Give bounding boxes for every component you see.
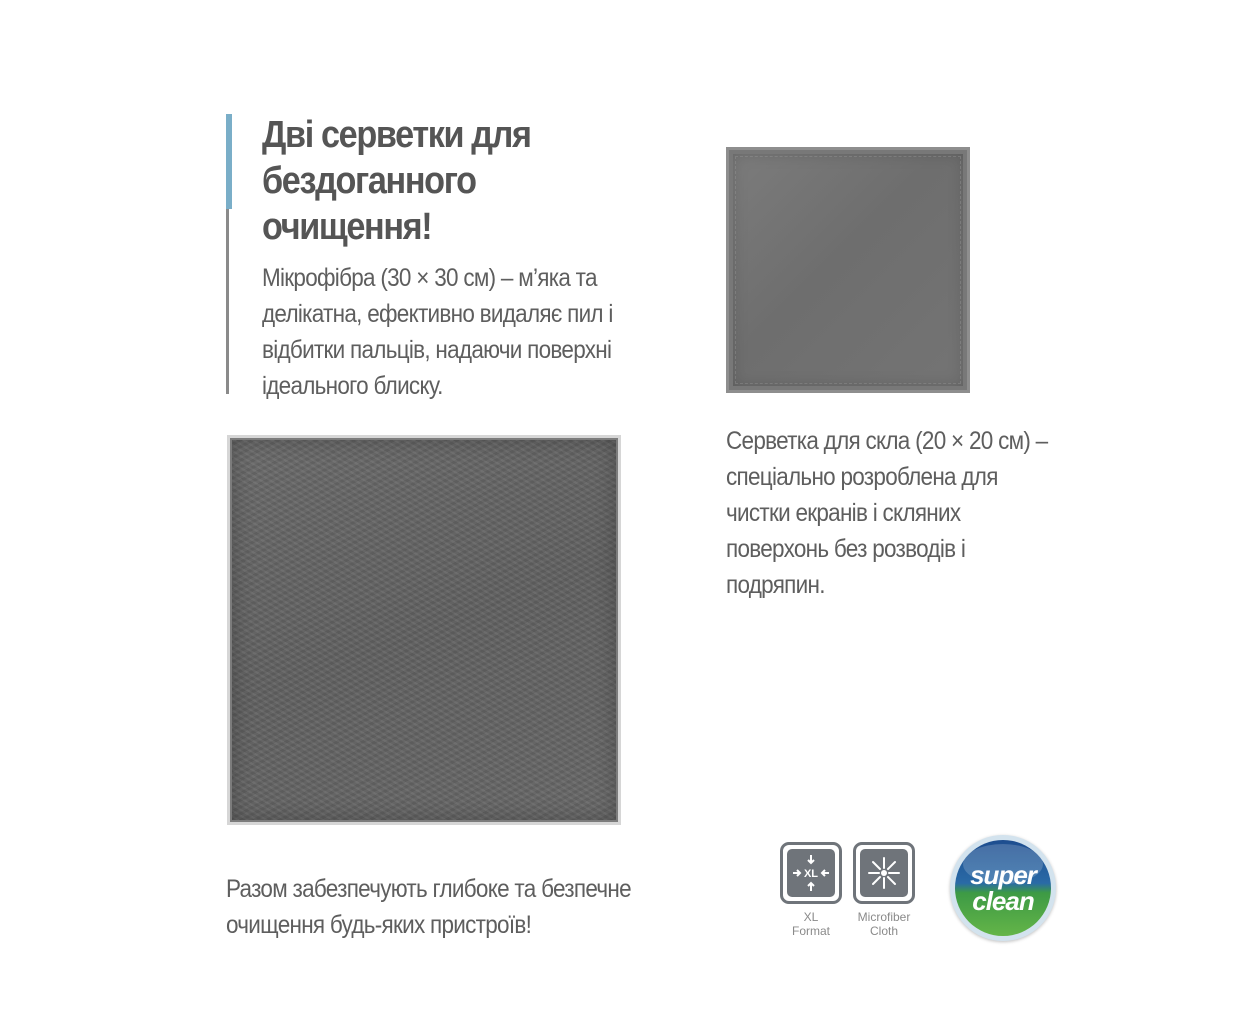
xl-format-badge xyxy=(780,842,842,904)
xl-format-icon xyxy=(787,849,835,897)
microfiber-cloth-image xyxy=(227,435,621,825)
super-clean-logo xyxy=(950,835,1056,941)
xl-format-caption: XL Format xyxy=(791,910,830,938)
xl-icon-label: XL xyxy=(803,868,819,880)
microfiber-badge xyxy=(853,842,915,904)
microfiber-description: Мікрофібра (30 × 30 см) – м’яка та делікатна, ефективно видаляє пил і відбитки пальців, надаючи поверхні ідеального блиску. xyxy=(262,264,613,400)
glass-cloth-description: Серветка для скла (20 × 20 см) – спеціально розроблена для чистки екранів і скляних поверхонь без розводів і подряпин. xyxy=(726,427,1048,599)
logo-word-clean: clean xyxy=(972,886,1034,916)
combined-benefit-text: Разом забезпечують глибоке та безпечне очищення будь-яких пристроїв! xyxy=(226,875,631,939)
heading-accent-bar xyxy=(226,114,232,209)
text-side-rule xyxy=(226,209,229,394)
logo-word-super: super xyxy=(970,860,1036,890)
glass-cloth-image xyxy=(726,147,970,393)
microfiber-caption: Microfiber Cloth xyxy=(857,910,911,938)
page-heading: Дві серветки для бездоганного очищення! xyxy=(262,114,531,248)
microfiber-cloth-icon xyxy=(860,849,908,897)
